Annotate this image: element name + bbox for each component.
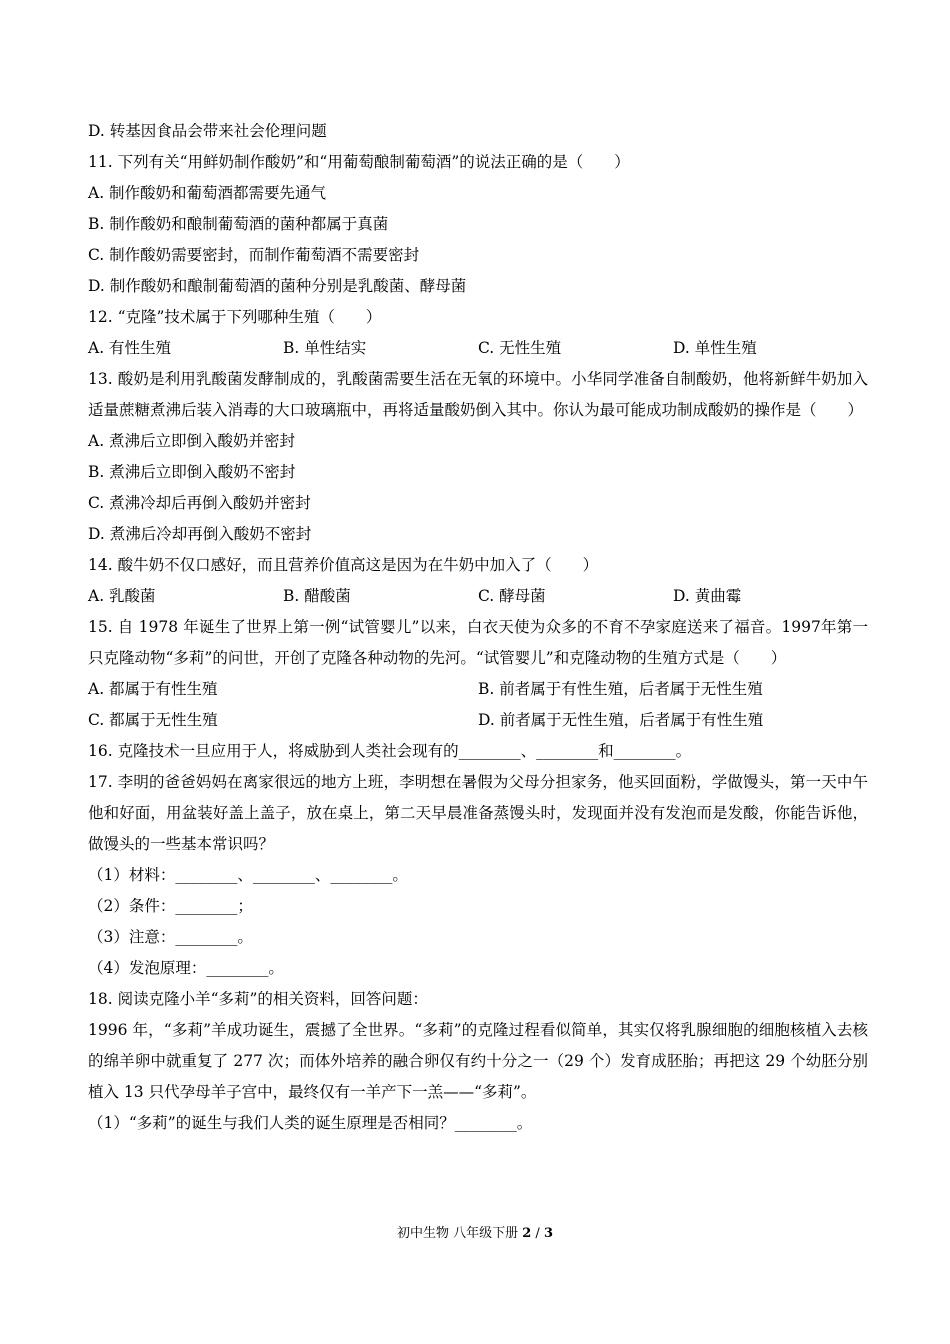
q11-option-d: D. 制作酸奶和酿制葡萄酒的菌种分别是乳酸菌、酵母菌	[88, 277, 467, 295]
q14-options	[88, 581, 868, 612]
q17-part-4: （4）发泡原理：________。	[88, 959, 284, 977]
q18-part-1: （1）“多莉”的诞生与我们人类的诞生原理是否相同？________。	[88, 1114, 533, 1132]
q14-option-b: B. 醋酸菌	[283, 587, 351, 605]
q15-option-d: D. 前者属于无性生殖，后者属于有性生殖	[478, 711, 764, 729]
q11-option-b: B. 制作酸奶和酿制葡萄酒的菌种都属于真菌	[88, 215, 389, 233]
page-content	[88, 116, 868, 1139]
q15-stem: 15. 自 1978 年诞生了世界上第一例“试管婴儿”以来，白衣天使为众多的不育不孕家庭送来了福音。1997年第一只克隆动物“多莉”的问世，开创了克隆各种动物的先河。“试管婴儿”和克隆动物的生殖方式是（ ）	[88, 618, 868, 667]
q13-option-d: D. 煮沸后冷却再倒入酸奶不密封	[88, 525, 312, 543]
q12-option-c: C. 无性生殖	[478, 339, 562, 357]
page-footer	[0, 1224, 950, 1244]
q12-stem: 12. “克隆”技术属于下列哪种生殖（ ）	[88, 308, 382, 326]
footer-subject: 初中生物 八年级下册	[396, 1226, 523, 1241]
q15-option-a: A. 都属于有性生殖	[88, 680, 218, 698]
q12-option-d: D. 单性生殖	[673, 339, 757, 357]
q12-options	[88, 333, 868, 364]
q11-option-c: C. 制作酸奶需要密封，而制作葡萄酒不需要密封	[88, 246, 420, 264]
q15-option-c: C. 都属于无性生殖	[88, 711, 218, 729]
q11-stem: 11. 下列有关“用鲜奶制作酸奶”和“用葡萄酿制葡萄酒”的说法正确的是（ ）	[88, 153, 630, 171]
q17-part-3: （3）注意：________。	[88, 928, 253, 946]
footer-separator: /	[531, 1226, 544, 1241]
q18-passage: 1996 年，“多莉”羊成功诞生，震撼了全世界。“多莉”的克隆过程看似简单，其实仅将乳腺细胞的细胞核植入去核的绵羊卵中就重复了 277 次；而体外培养的融合卵仅有约十分之一（29 个）发育成胚胎；再把这 29 个幼胚分别植入 13 只代孕母羊子宫中，最终仅有一羊产下一羔——“多莉”。	[88, 1021, 868, 1101]
q17-stem: 17. 李明的爸爸妈妈在离家很远的地方上班，李明想在暑假为父母分担家务，他买回面粉，学做馒头，第一天中午他和好面，用盆装好盖上盖子，放在桌上，第二天早晨准备蒸馒头时，发现面并没有发泡而是发酸，你能告诉他，做馒头的一些基本常识吗？	[88, 773, 868, 853]
q17-part-2: （2）条件：________；	[88, 897, 253, 915]
q15-options-row2	[88, 705, 868, 736]
q15-options-row1	[88, 674, 868, 705]
footer-page-total: 3	[543, 1226, 553, 1241]
q14-stem: 14. 酸牛奶不仅口感好，而且营养价值高这是因为在牛奶中加入了（ ）	[88, 556, 599, 574]
q12-option-b: B. 单性结实	[283, 339, 367, 357]
q18-stem: 18. 阅读克隆小羊“多莉”的相关资料，回答问题：	[88, 990, 428, 1008]
q12-option-a: A. 有性生殖	[88, 339, 172, 357]
q10-option-d: D. 转基因食品会带来社会伦理问题	[88, 122, 327, 140]
q13-option-a: A. 煮沸后立即倒入酸奶并密封	[88, 432, 296, 450]
q13-option-b: B. 煮沸后立即倒入酸奶不密封	[88, 463, 296, 481]
q11-option-a: A. 制作酸奶和葡萄酒都需要先通气	[88, 184, 327, 202]
q15-option-b: B. 前者属于有性生殖，后者属于无性生殖	[478, 680, 763, 698]
q14-option-c: C. 酵母菌	[478, 587, 546, 605]
q14-option-d: D. 黄曲霉	[673, 587, 742, 605]
q16-stem: 16. 克隆技术一旦应用于人，将威胁到人类社会现有的________、________和________。	[88, 742, 692, 760]
q14-option-a: A. 乳酸菌	[88, 587, 156, 605]
q13-option-c: C. 煮沸冷却后再倒入酸奶并密封	[88, 494, 311, 512]
q17-part-1: （1）材料：________、________、________。	[88, 866, 408, 884]
footer-page-number: 2	[522, 1226, 532, 1241]
q13-stem: 13. 酸奶是利用乳酸菌发酵制成的，乳酸菌需要生活在无氧的环境中。小华同学准备自制酸奶，他将新鲜牛奶加入适量蔗糖煮沸后装入消毒的大口玻璃瓶中，再将适量酸奶倒入其中。你认为最可能成功制成酸奶的操作是（ ）	[88, 370, 868, 419]
